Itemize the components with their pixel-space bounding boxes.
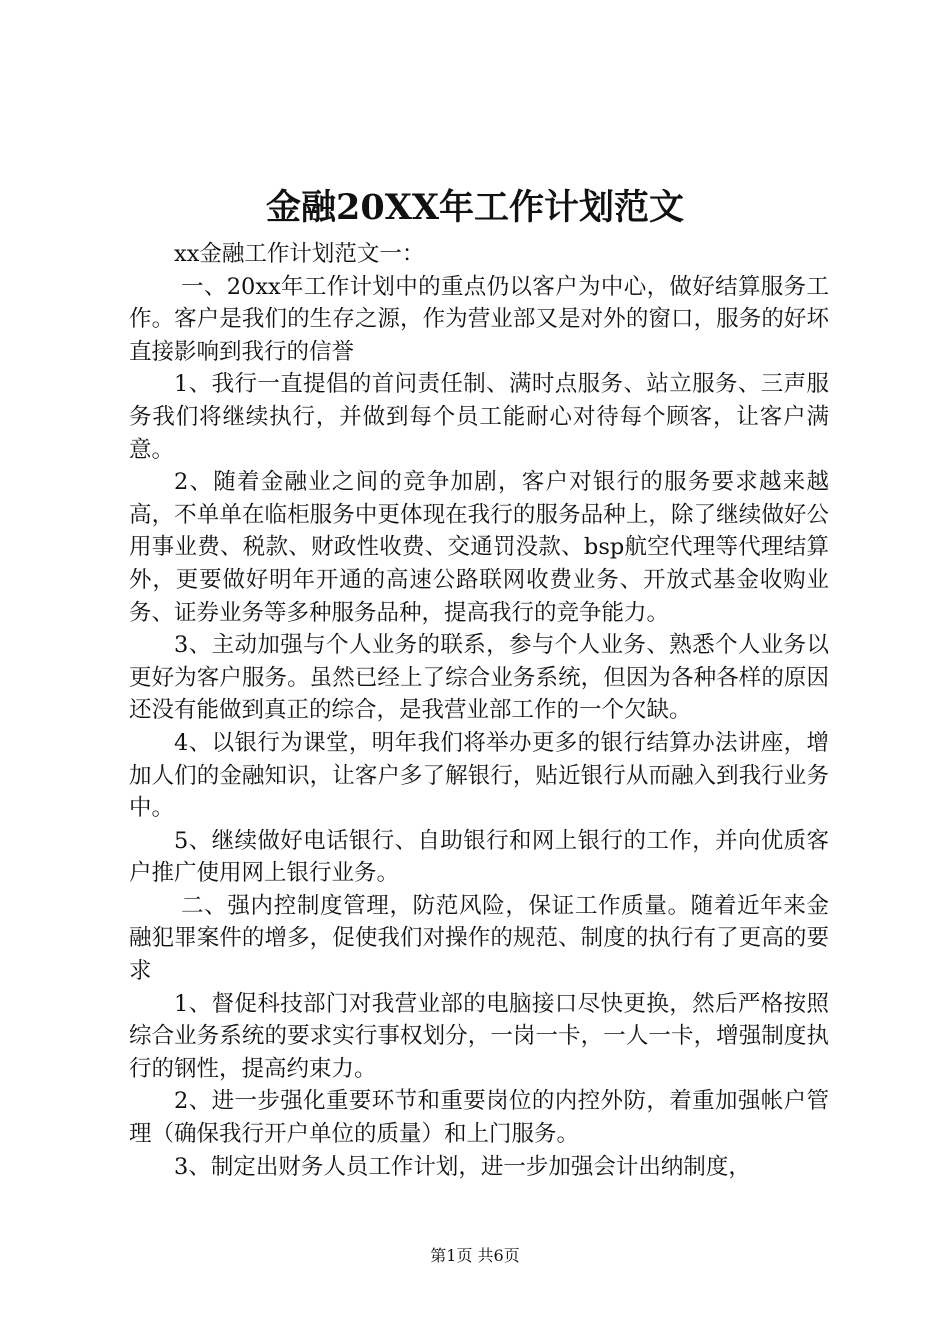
paragraph-item-1-1: 1、我行一直提倡的首问责任制、满时点服务、站立服务、三声服务我们将继续执行，并做到每个员工能耐心对待每个顾客，让客户满意。 — [129, 371, 829, 463]
page-footer: 第1页 共6页 — [430, 1246, 520, 1265]
document-title: 金融20XX年工作计划范文 — [265, 187, 685, 228]
paragraph-item-1-2: 2、随着金融业之间的竞争加剧，客户对银行的服务要求越来越高，不单单在临柜服务中更体现在我行的服务品种上，除了继续做好公用事业费、税款、财政性收费、交通罚没款、bsp航空代理等代理结算外，更要做好明年开通的高速公路联网收费业务、开放式基金收购业务、证券业务等多种服务品种，提高我行的竞争能力。 — [129, 469, 829, 626]
paragraph-section-1: 一、20xx年工作计划中的重点仍以客户为中心，做好结算服务工作。客户是我们的生存之源，作为营业部又是对外的窗口，服务的好坏直接影响到我行的信誉 — [129, 273, 829, 365]
paragraph-item-2-3: 3、制定出财务人员工作计划，进一步加强会计出纳制度， — [174, 1153, 751, 1180]
paragraph-item-2-1: 1、督促科技部门对我营业部的电脑接口尽快更换，然后严格按照综合业务系统的要求实行事权划分，一岗一卡，一人一卡，增强制度执行的钢性，提高约束力。 — [129, 990, 829, 1082]
document-body — [129, 238, 829, 1183]
paragraph-item-1-3: 3、主动加强与个人业务的联系，参与个人业务、熟悉个人业务以更好为客户服务。虽然已经上了综合业务系统，但因为各种各样的原因还没有能做到真正的综合，是我营业部工作的一个欠缺。 — [129, 632, 829, 724]
paragraph-item-1-4: 4、以银行为课堂，明年我们将举办更多的银行结算办法讲座，增加人们的金融知识，让客户多了解银行，贴近银行从而融入到我行业务中。 — [129, 729, 829, 822]
paragraph-item-1-5: 5、继续做好电话银行、自助银行和网上银行的工作，并向优质客户推广使用网上银行业务。 — [129, 827, 829, 887]
paragraph-item-2-2: 2、进一步强化重要环节和重要岗位的内控外防，着重加强帐户管理（确保我行开户单位的质量）和上门服务。 — [129, 1088, 829, 1148]
paragraph-intro: xx金融工作计划范文一： — [174, 241, 425, 267]
paragraph-section-2: 二、强内控制度管理，防范风险，保证工作质量。随着近年来金融犯罪案件的增多，促使我们对操作的规范、制度的执行有了更高的要求 — [129, 892, 829, 985]
